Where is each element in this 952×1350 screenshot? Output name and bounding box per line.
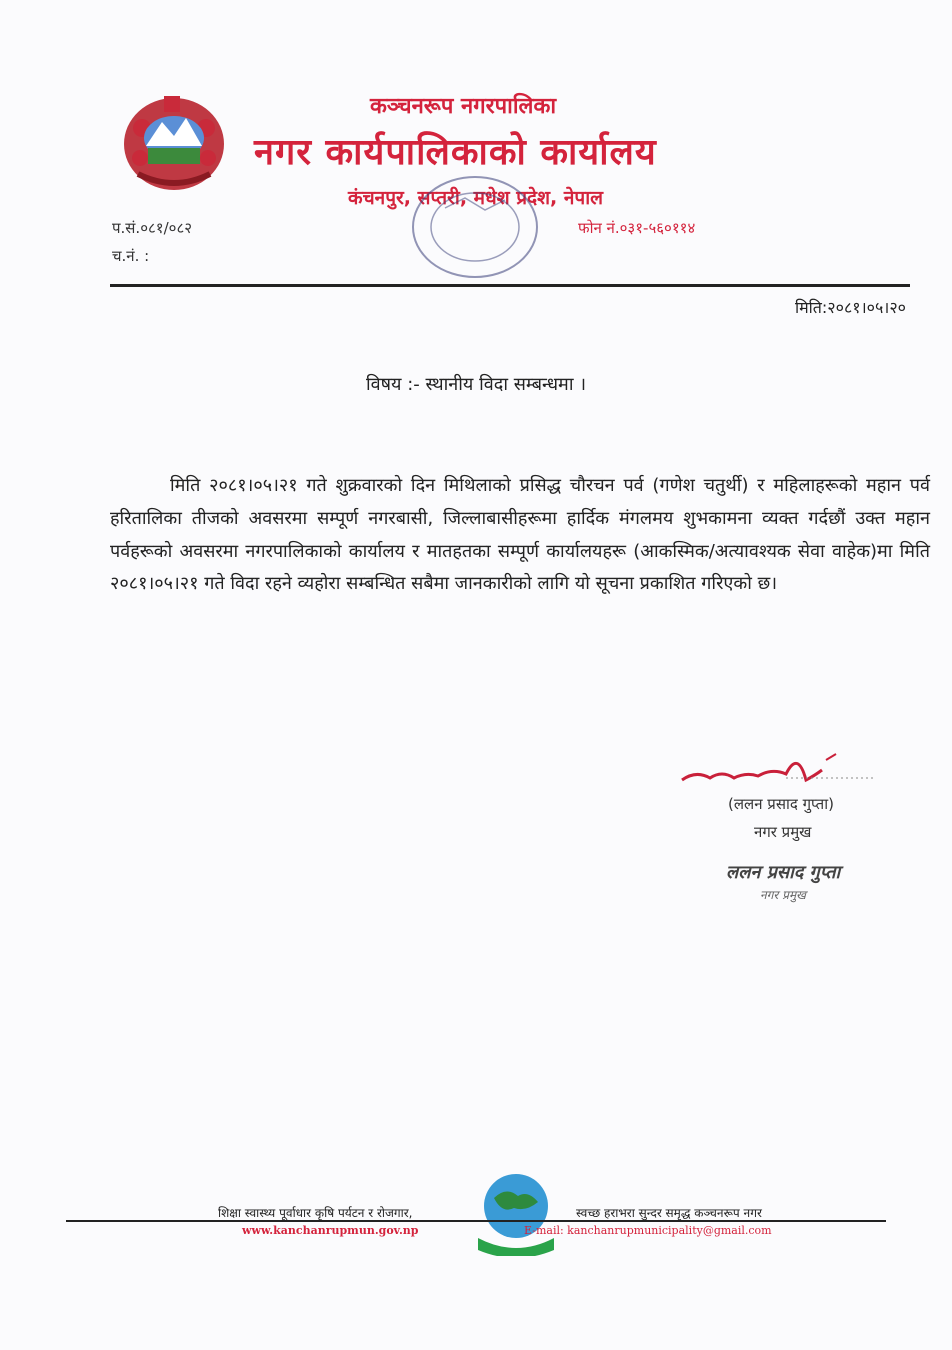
- handwritten-signature-icon: [676, 740, 886, 800]
- footer-website[interactable]: www.kanchanrupmun.gov.np: [242, 1224, 419, 1237]
- reference-number: प.सं.०८१/०८२: [112, 219, 193, 237]
- header-divider: [110, 284, 910, 287]
- footer-slogan-left: शिक्षा स्वास्थ्य पूर्वाधार कृषि पर्यटन र रोजगार,: [218, 1206, 413, 1220]
- signatory-stamp-name: ललन प्रसाद गुप्ता: [726, 862, 841, 883]
- footer-slogan-right: स्वच्छ हराभरा सुन्दर समृद्ध कञ्चनरूप नगर: [576, 1206, 762, 1220]
- letter-body: मिति २०८१।०५।२१ गते शुक्रवारको दिन मिथिलाको प्रसिद्ध चौरचन पर्व (गणेश चतुर्थी) र महिलाहरूको महान पर्व हरितालिका तीजको अवसरमा सम्पूर्ण नगरबासी, जिल्लाबासीहरूमा हार्दिक मंगलमय शुभकामना व्यक्त गर्दछौं उक्त महान पर्वहरूको अवसरमा नगरपालिकाको कार्यालय र मातहतका सम्पूर्ण कार्यालयहरू (आकस्मिक/अत्यावश्यक सेवा वाहेक)मा मिति २०८१।०५।२१ गते विदा रहने व्यहोरा सम्बन्धित सबैमा जानकारीको लागि यो सूचना प्रकाशित गरिएको छ।: [110, 475, 930, 595]
- letter-date: मिति:२०८१।०५।२०: [794, 298, 906, 317]
- office-title: नगर कार्यपालिकाको कार्यालय: [254, 132, 657, 173]
- office-address: कंचनपुर, सप्तरी, मधेश प्रदेश, नेपाल: [348, 187, 604, 209]
- signatory-stamp-title: नगर प्रमुख: [760, 888, 806, 902]
- municipality-logo-icon: [468, 1168, 564, 1256]
- footer-divider: [66, 1220, 886, 1222]
- municipality-name: कञ्चनरूप नगरपालिका: [370, 94, 557, 119]
- phone-number: फोन नं.०३१-५६०११४: [578, 219, 696, 237]
- footer-email[interactable]: E-mail: kanchanrupmunicipality@gmail.com: [524, 1224, 772, 1237]
- signatory-title: नगर प्रमुख: [754, 823, 812, 841]
- dispatch-number: च.नं. :: [112, 247, 150, 265]
- office-seal-icon: [405, 168, 545, 286]
- letter-subject: विषय :- स्थानीय विदा सम्बन्धमा ।: [365, 374, 587, 395]
- signatory-name: (ललन प्रसाद गुप्ता): [728, 795, 834, 813]
- nepal-emblem-icon: [118, 88, 230, 194]
